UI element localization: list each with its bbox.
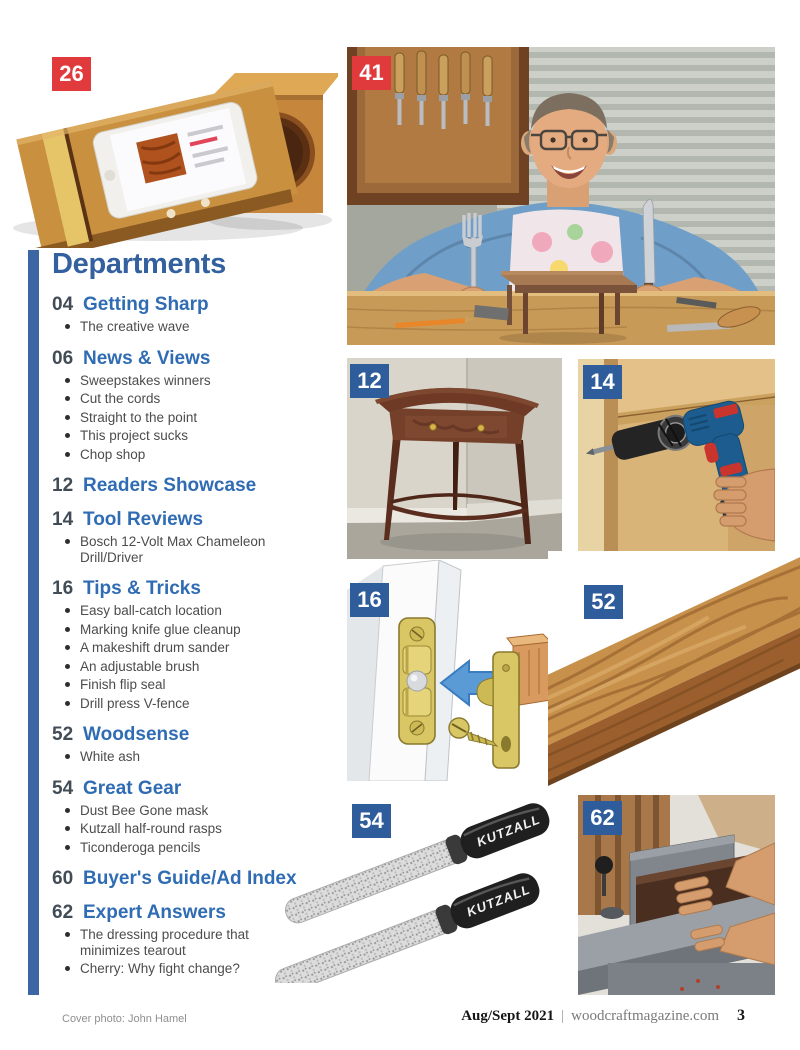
toc-item: A makeshift drum sander — [52, 640, 270, 656]
page-title: Departments — [52, 248, 226, 280]
toc-item-list — [52, 373, 270, 463]
section-title: News & Views — [83, 347, 211, 369]
section-title: Woodsense — [83, 724, 190, 745]
section-page-number: 16 — [52, 578, 74, 599]
section-page-number: 52 — [52, 724, 74, 745]
section-page-number: 14 — [52, 509, 74, 530]
toc-section-head — [52, 348, 314, 369]
section-title: Tips & Tricks — [83, 578, 201, 599]
toc-item: Cherry: Why fight change? — [52, 961, 270, 977]
knife — [643, 199, 655, 297]
section-page-number: 04 — [52, 294, 74, 315]
page-badge-16: 16 — [350, 583, 389, 617]
ball-catch — [399, 618, 435, 744]
section-title: Tool Reviews — [83, 509, 204, 530]
departments-list — [52, 294, 314, 977]
toc-section-head — [52, 724, 314, 745]
toc-item-list — [52, 749, 270, 765]
toc-item: Cut the cords — [52, 391, 270, 407]
toc-section-head — [52, 778, 314, 799]
section-title: Great Gear — [83, 777, 182, 799]
section-title: Expert Answers — [83, 902, 226, 923]
photo-woodworker-miniature-table — [347, 47, 775, 345]
section-title: Readers Showcase — [83, 475, 257, 496]
toc-item-list — [52, 803, 270, 856]
cover-photo-credit: Cover photo: John Hamel — [62, 1013, 187, 1025]
toc-section-head — [52, 509, 314, 530]
page-badge-12: 12 — [350, 364, 389, 398]
toc-section — [52, 724, 314, 765]
toc-item-list — [52, 603, 270, 711]
page-badge-62: 62 — [583, 801, 622, 835]
toc-section — [52, 778, 314, 856]
toc-section — [52, 902, 314, 977]
svg-text:KUTZALL: KUTZALL — [464, 881, 533, 920]
page-badge-54: 54 — [352, 804, 391, 838]
svg-text:KUTZALL: KUTZALL — [474, 811, 543, 850]
section-accent-bar — [28, 250, 39, 995]
departments-column — [52, 248, 314, 977]
footer-separator: | — [561, 1008, 565, 1024]
toc-item: Straight to the point — [52, 410, 270, 426]
toc-item: Chop shop — [52, 447, 270, 463]
toc-item-list — [52, 534, 270, 565]
section-page-number: 12 — [52, 475, 74, 496]
toc-item-list — [52, 319, 270, 335]
toc-section — [52, 475, 314, 496]
toc-section-head — [52, 294, 314, 315]
toc-item: The dressing procedure that minimizes tearout — [52, 927, 270, 958]
toc-item: Kutzall half-round rasps — [52, 821, 270, 837]
toc-item: Ticonderoga pencils — [52, 840, 270, 856]
toc-item: Drill press V-fence — [52, 696, 270, 712]
toc-section-head — [52, 868, 314, 889]
section-page-number: 06 — [52, 347, 74, 369]
toc-section — [52, 578, 314, 711]
toc-item-list — [52, 927, 270, 977]
footer-website: woodcraftmagazine.com — [571, 1008, 719, 1024]
section-page-number: 60 — [52, 868, 74, 889]
section-page-number: 54 — [52, 777, 74, 799]
toc-section-head — [52, 902, 314, 923]
toc-item: Marking knife glue cleanup — [52, 622, 270, 638]
toc-section — [52, 509, 314, 565]
toc-item: White ash — [52, 749, 270, 765]
footer-folio — [461, 1007, 745, 1025]
toc-section-head — [52, 578, 314, 599]
page-badge-14: 14 — [583, 365, 622, 399]
toc-item: Bosch 12-Volt Max Chameleon Drill/Driver — [52, 534, 270, 565]
section-page-number: 62 — [52, 902, 74, 923]
toc-item: Sweepstakes winners — [52, 373, 270, 389]
page-badge-41: 41 — [352, 56, 391, 90]
toc-item: This project sucks — [52, 428, 270, 444]
section-title: Getting Sharp — [83, 294, 209, 315]
toc-section — [52, 868, 314, 889]
toc-section — [52, 348, 314, 463]
toc-section — [52, 294, 314, 335]
section-title: Buyer's Guide/Ad Index — [83, 868, 297, 889]
toc-item: Finish flip seal — [52, 677, 270, 693]
toc-section-head — [52, 475, 314, 496]
toc-item: Dust Bee Gone mask — [52, 803, 270, 819]
toc-item: An adjustable brush — [52, 659, 270, 675]
page-badge-26: 26 — [52, 57, 91, 91]
toc-item: The creative wave — [52, 319, 270, 335]
footer-issue-date: Aug/Sept 2021 — [461, 1008, 555, 1024]
page-badge-52: 52 — [584, 585, 623, 619]
footer-page-number: 3 — [737, 1007, 745, 1024]
toc-item: Easy ball-catch location — [52, 603, 270, 619]
